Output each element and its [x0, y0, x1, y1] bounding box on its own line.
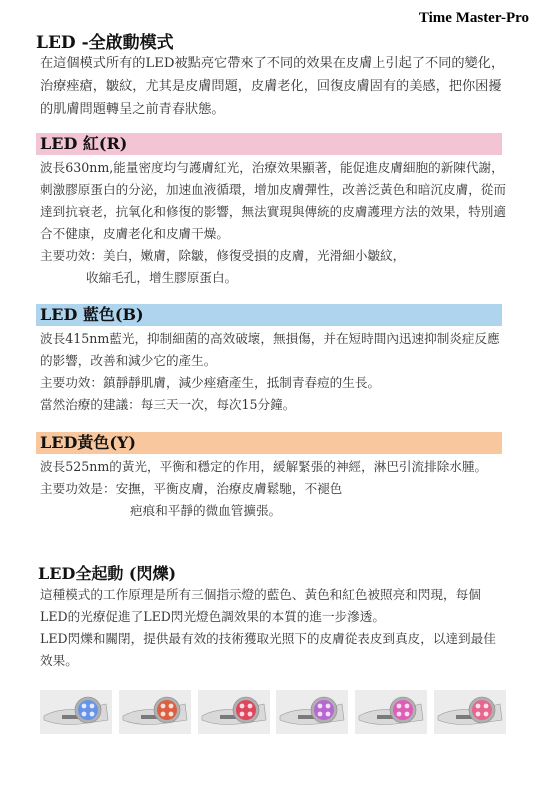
device-magenta-light-icon: [355, 690, 427, 734]
device-red-light-icon: [198, 690, 270, 734]
all-section-title: LED全起動 (閃爍): [38, 564, 177, 583]
red-section-body: [40, 157, 506, 289]
device-pink-light-icon: [434, 690, 506, 734]
brand-name: Time Master-Pro: [418, 10, 529, 26]
device-image-row: [40, 690, 506, 734]
all-description-2: LED閃爍和關閉，提供最有效的技術獲取光照下的皮膚從表皮到真皮，以達到最佳效果。: [40, 631, 496, 668]
red-function-line-1: 主要功效：美白，嫩膚，除皺，修復受損的皮膚，光滑細小皺紋，: [40, 248, 406, 263]
page-title: LED -全啟動模式: [36, 33, 174, 53]
device-purple-light-icon: [276, 690, 348, 734]
device-red-light-icon: [119, 690, 191, 734]
red-section-title: LED 紅(R): [36, 133, 502, 155]
blue-section-body: [40, 328, 506, 416]
yellow-section-title: LED黃色(Y): [36, 432, 502, 454]
all-section-body: [40, 584, 506, 672]
yellow-function-line-2: 疤痕和平靜的微血管擴張。: [130, 503, 282, 518]
blue-function: 主要功效：鎮靜靜肌膚，減少痤瘡產生，抵制青春痘的生長。: [40, 375, 381, 390]
yellow-section-body: [40, 456, 506, 522]
blue-description: 波長415nm藍光，抑制細菌的高效破壞，無損傷，并在短時間內迅速抑制炎症反應的影響，改善和減少它的產生。: [40, 331, 500, 368]
intro-paragraph: 在這個模式所有的LED被點亮它帶來了不同的效果在皮膚上引起了不同的變化，治療痤瘡，皺紋，尤其是皮膚問題，皮膚老化，回復皮膚固有的美感，把你困擾的肌膚問題轉呈之前青春狀態。: [40, 56, 505, 117]
all-description-1: 這種模式的工作原理是所有三個指示燈的藍色、黃色和紅色被照亮和閃現，每個LED的光療促進了LED閃光燈色調效果的本質的進一步滲透。: [40, 587, 481, 624]
yellow-function-line-1: 主要功效是：安撫，平衡皮膚，治療皮膚鬆馳，不褪色: [40, 481, 343, 496]
device-blue-light-icon: [40, 690, 112, 734]
red-description: 波長630nm,能量密度均勻護膚紅光，治療效果顯著，能促進皮膚細胞的新陳代謝，刺激膠原蛋白的分泌，加速血液循環，增加皮膚彈性，改善泛黃色和暗沉皮膚，從而達到抗衰老，抗氧化和修復的影響，無法實現與傳統的皮膚護理方法的效果，特別適合不健康，皮膚老化和皮膚干燥。: [40, 160, 506, 241]
blue-advice: 當然治療的建議：每三天一次，每次15分鐘。: [40, 397, 296, 412]
blue-section-title: LED 藍色(B): [36, 304, 502, 326]
yellow-description: 波長525nm的黃光，平衡和穩定的作用，緩解緊張的神經，淋巴引流排除水腫。: [40, 459, 488, 474]
red-function-line-2: 收縮毛孔，增生膠原蛋白。: [86, 270, 238, 285]
